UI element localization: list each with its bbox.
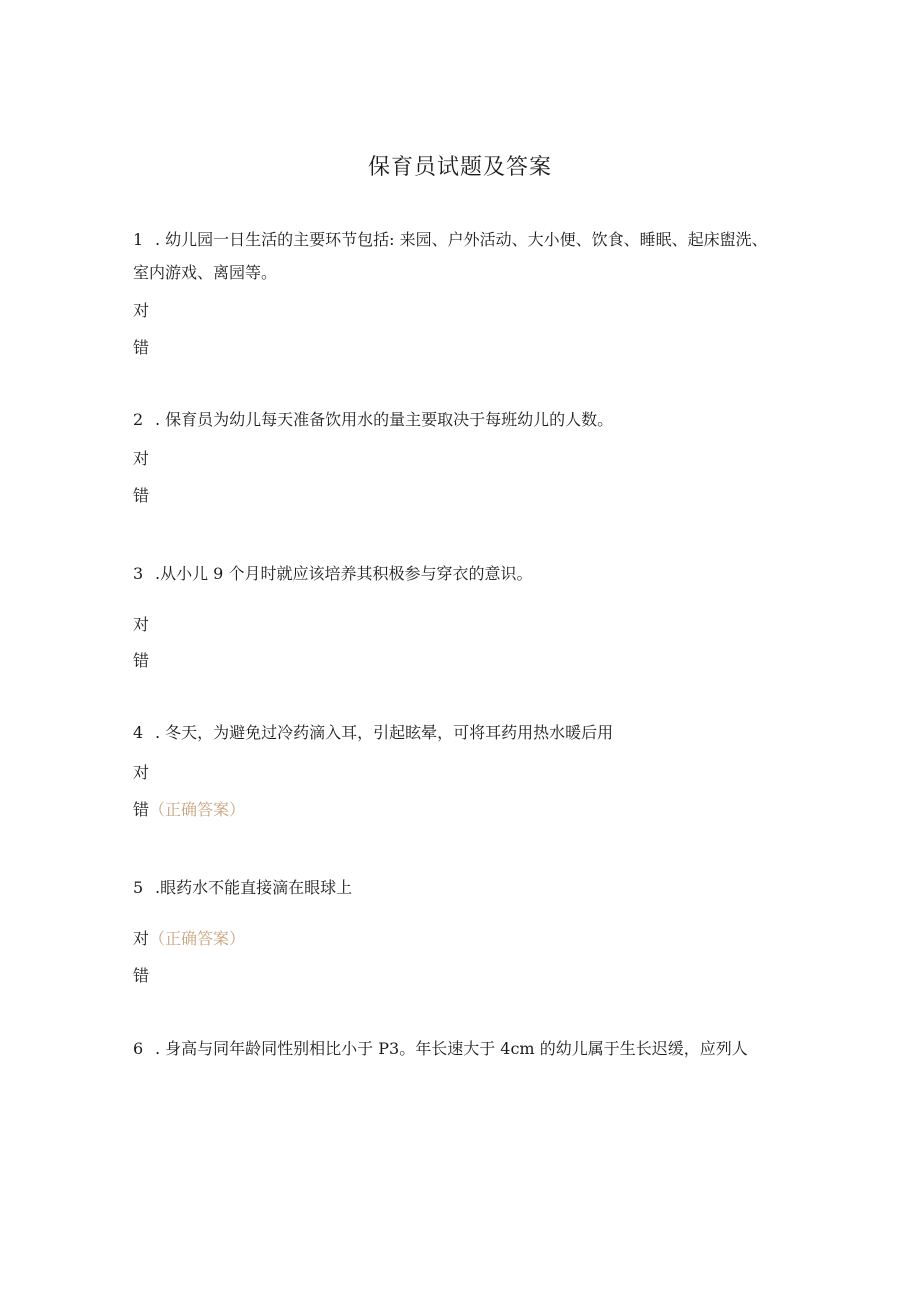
question-3-option-true[interactable] bbox=[133, 614, 149, 636]
question-1 bbox=[133, 223, 783, 289]
question-1-option-true[interactable] bbox=[133, 300, 149, 322]
question-2-option-true[interactable] bbox=[133, 448, 149, 470]
option-label: 对 bbox=[133, 929, 150, 948]
option-label: 对 bbox=[133, 615, 150, 634]
question-5 bbox=[133, 871, 783, 904]
question-1-option-false[interactable] bbox=[133, 337, 149, 359]
question-5-option-false[interactable] bbox=[133, 965, 149, 987]
question-3 bbox=[133, 557, 783, 590]
question-text: . 幼儿园一日生活的主要环节包括: 来园、户外活动、大小便、饮食、睡眠、起床盥洗、室内游戏、离园等。 bbox=[133, 230, 768, 282]
question-2 bbox=[133, 403, 783, 436]
option-label: 对 bbox=[133, 449, 150, 468]
question-text: . 冬天，为避免过冷药滴入耳，引起眩晕，可将耳药用热水暖后用 bbox=[155, 723, 614, 742]
question-6 bbox=[133, 1032, 793, 1065]
question-number: 3 bbox=[133, 564, 144, 583]
option-label: 对 bbox=[133, 763, 150, 782]
question-text: .眼药水不能直接滴在眼球上 bbox=[155, 878, 353, 897]
option-label: 错 bbox=[133, 486, 150, 505]
question-4-option-false[interactable] bbox=[133, 799, 245, 821]
question-2-option-false[interactable] bbox=[133, 485, 149, 507]
correct-answer-mark: （正确答案） bbox=[149, 800, 246, 819]
question-text: .从小儿 9 个月时就应该培养其积极参与穿衣的意识。 bbox=[155, 564, 533, 583]
question-number: 4 bbox=[133, 723, 144, 742]
option-label: 错 bbox=[133, 338, 150, 357]
question-number: 2 bbox=[133, 410, 144, 429]
document-title: 保育员试题及答案 bbox=[367, 155, 552, 180]
correct-answer-mark: （正确答案） bbox=[149, 929, 246, 948]
question-4-option-true[interactable] bbox=[133, 762, 149, 784]
question-5-option-true[interactable] bbox=[133, 928, 245, 950]
question-number: 1 bbox=[133, 230, 144, 249]
question-text: . 身高与同年龄同性别相比小于 P3。年长速大于 4cm 的幼儿属于生长迟缓，应列人 bbox=[155, 1039, 748, 1058]
question-number: 6 bbox=[133, 1039, 144, 1058]
question-4 bbox=[133, 716, 783, 749]
question-number: 5 bbox=[133, 878, 144, 897]
option-label: 错 bbox=[133, 966, 150, 985]
option-label: 错 bbox=[133, 800, 150, 819]
option-label: 错 bbox=[133, 651, 150, 670]
option-label: 对 bbox=[133, 301, 150, 320]
question-3-option-false[interactable] bbox=[133, 650, 149, 672]
question-text: . 保育员为幼儿每天准备饮用水的量主要取决于每班幼儿的人数。 bbox=[155, 410, 614, 429]
